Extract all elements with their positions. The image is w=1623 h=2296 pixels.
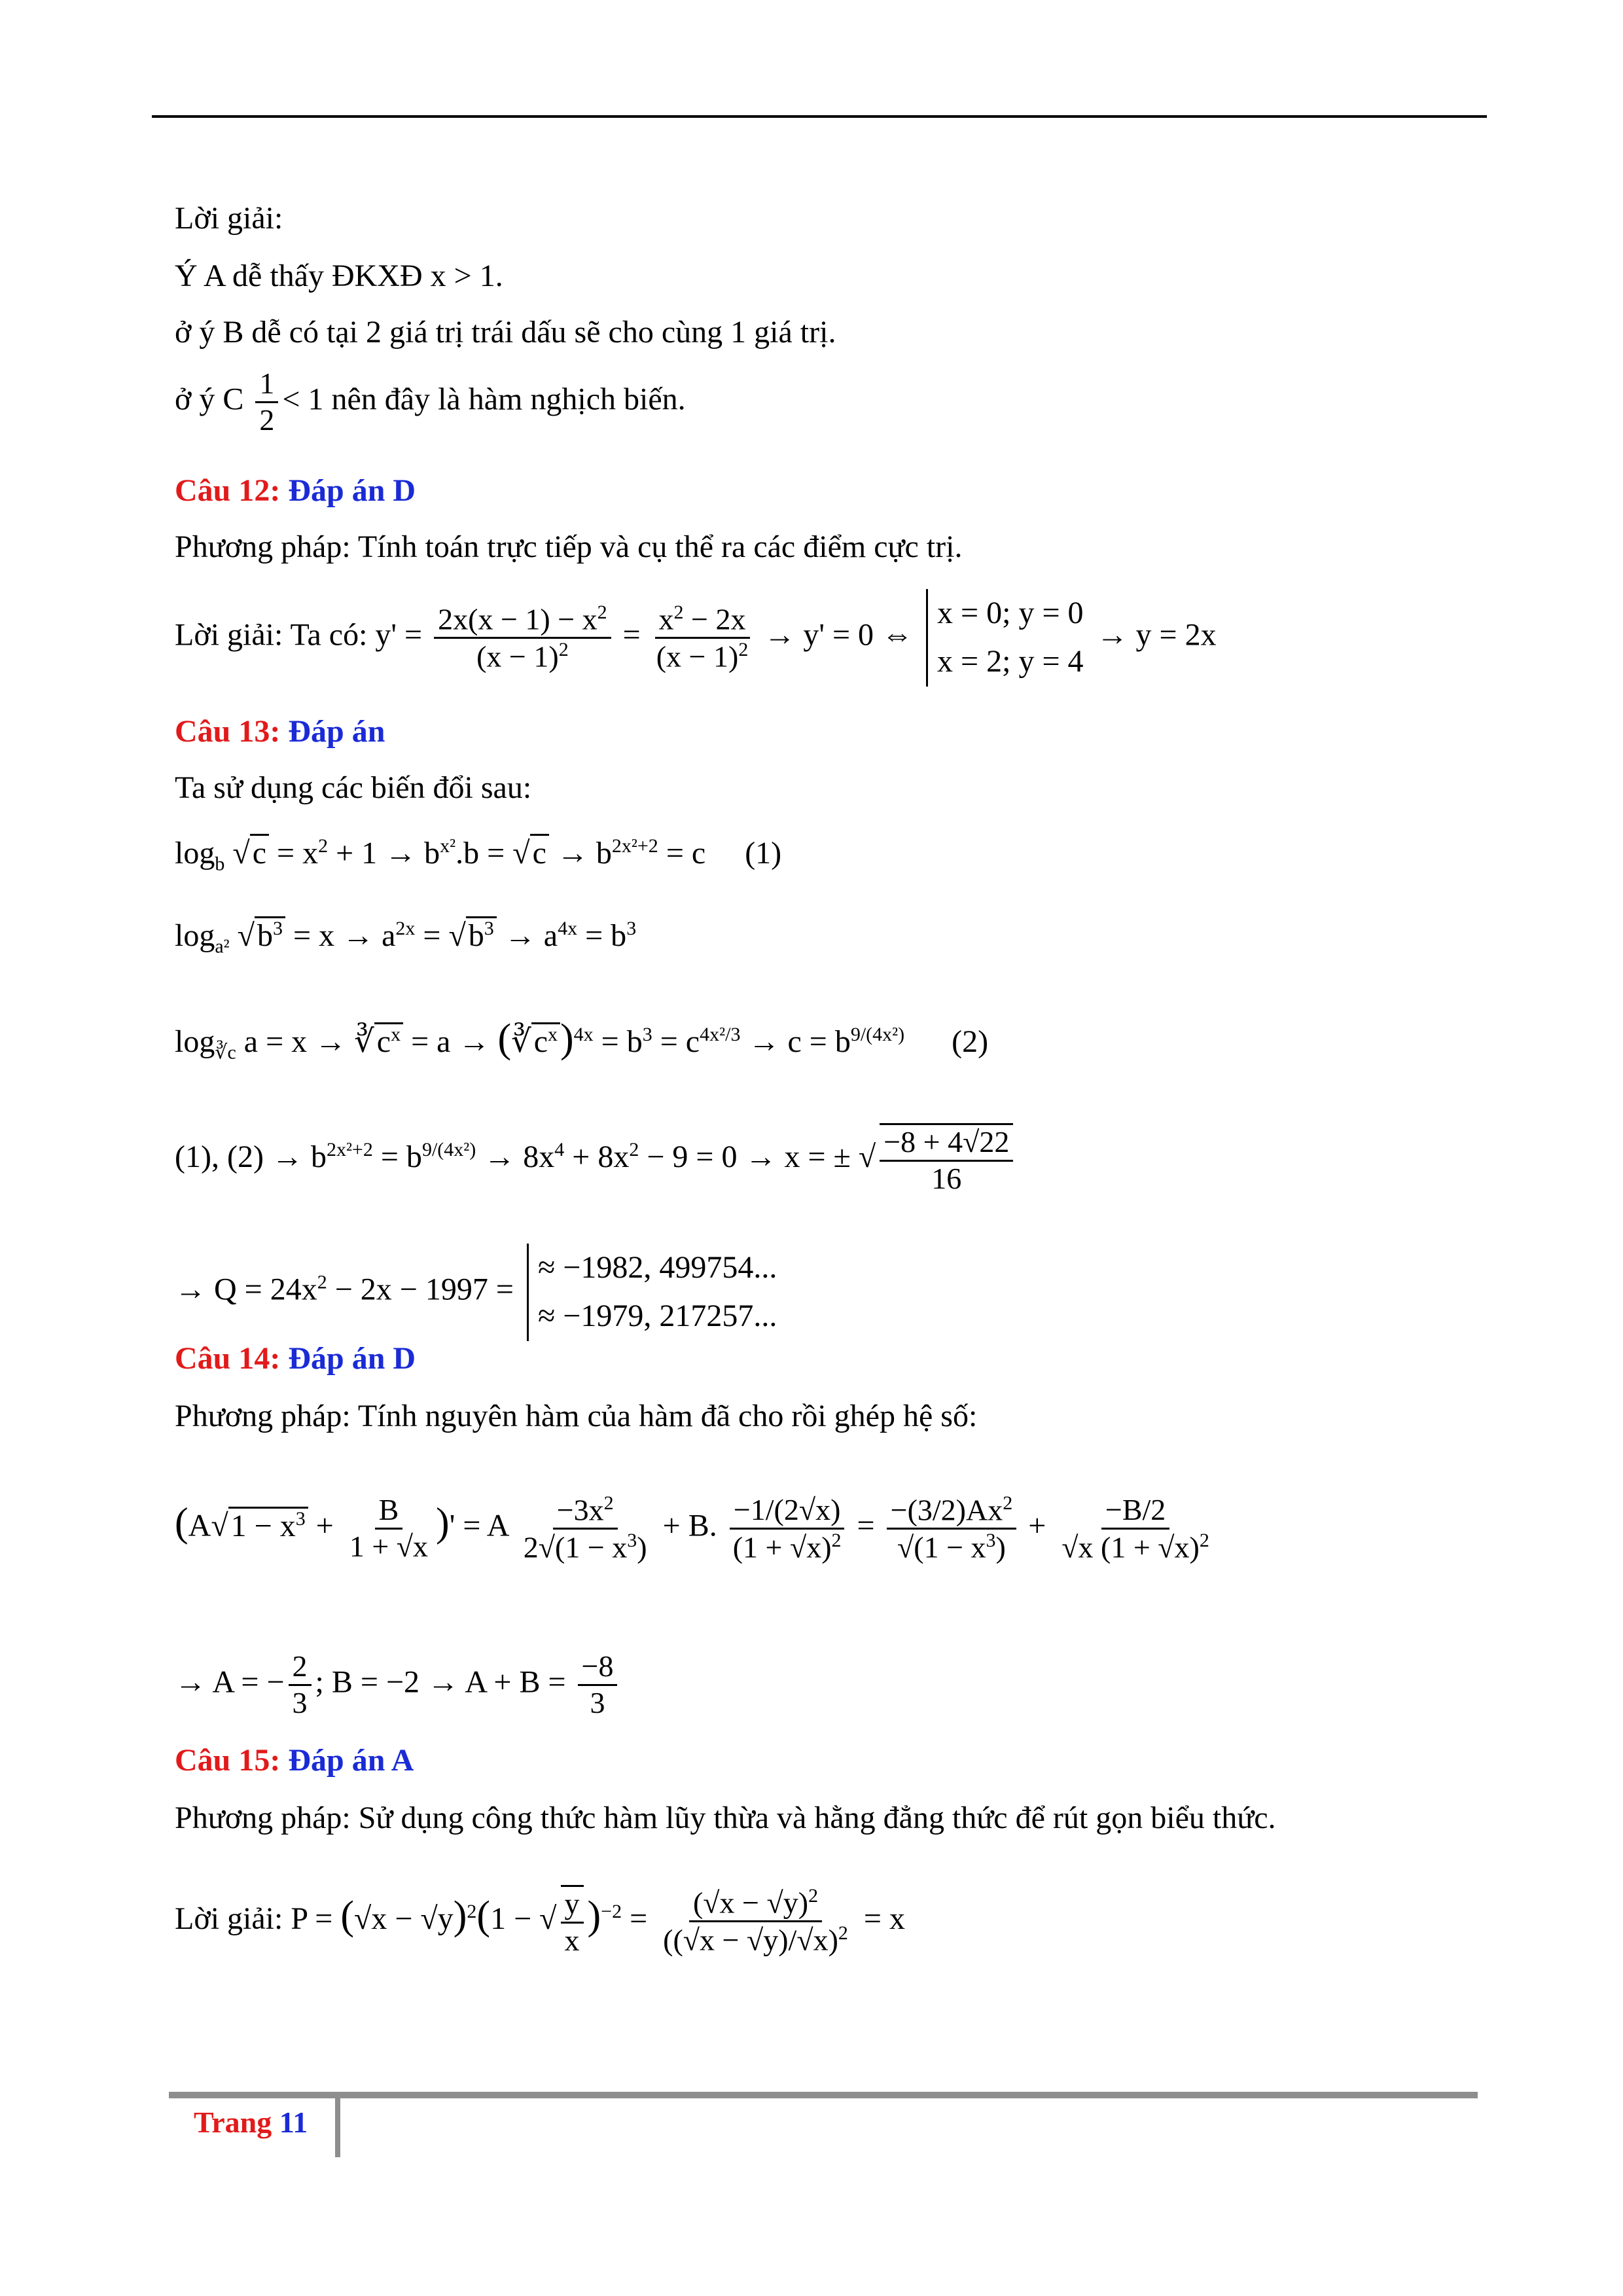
page-number <box>194 2105 308 2140</box>
solution-label: Lời giải: <box>175 201 283 236</box>
question-12-heading <box>175 475 416 507</box>
q14-frac-a: $\frac{2}{3}$ <box>289 1649 312 1721</box>
question-13-intro: Ta sử dụng các biến đổi sau: <box>175 770 532 805</box>
solution-line-c-pre: ở ý C <box>175 382 244 417</box>
q15-frac-yx: $\frac{y}{x}$ <box>561 1885 584 1958</box>
q14-frac-1: $\frac{B}{1 + √x}$ <box>349 1493 429 1564</box>
question-12-number: Câu 12: <box>175 473 281 508</box>
q13-q-value-1: ≈ −1982, 499754... <box>537 1250 777 1285</box>
question-12-solution-label: Lời giải: Ta có: <box>175 617 368 653</box>
q13-root-frac: $\frac{-8 + 4√22}{16}$ <box>880 1123 1013 1196</box>
q15-frac-main: $\frac{(√x - √y)^2}{((√x - √y)/√x)^2}$ <box>663 1885 848 1957</box>
q13-equation-4: (1), $(2) \to b^{2x^2+2} = b^{9/(4x^2)} \to 8x^4 + 8x^2 - 9 = 0 \to x$ = ± √ $\frac{-8 + 4√22}{16}$ <box>175 1123 1017 1196</box>
question-14-method: Phương pháp: Tính nguyên hàm của hàm đã cho rồi ghép hệ số: <box>175 1399 978 1433</box>
q14-frac-sum: $\frac{-8}{3}$ <box>578 1649 618 1721</box>
q12-frac-2: $\frac{x^2 - 2x}{(x - 1)^2}$ <box>652 601 753 674</box>
footer-separator <box>335 2092 340 2157</box>
question-13-number: Câu 13: <box>175 714 281 749</box>
q12-cases: x = 0; y = 0 x = 2; y = 4 <box>926 589 1083 687</box>
solution-line-c-post: nên đây là hàm nghịch biến. <box>331 382 686 417</box>
q13-q-value-2: ≈ −1979, 217257... <box>537 1299 777 1334</box>
question-15-answer: Đáp án A <box>288 1743 414 1778</box>
q14-frac-2: $\frac{-3x^2}{2√(1 - x^3)}$ <box>523 1492 647 1564</box>
q13-equation-2: $\log_{a^2} √b^3 = x \to a^{2x} = √b^3 \to a^{4x} = b^3$ <box>175 918 637 958</box>
q13-equation-3: $\log_{∛c} a = x$ → $∛c^x = a$ → $(∛c^x)^{4x} = b^3 = c^{4x^2/3} \to c = b^{9/(4x^2)}$ (2) <box>175 1016 989 1064</box>
page-label: Trang <box>194 2106 272 2139</box>
question-13-answer: Đáp án <box>288 714 385 749</box>
question-12-answer: Đáp án D <box>288 473 416 508</box>
question-12-solution: Lời giải: Ta có: y' = $\frac{2x(x - 1) - x^2}{(x - 1)^2}$ = $\frac{x^2 - 2x}{(x - 1)^2}$ → y' = 0 ⇔ x = 0; y = 0 x = 2; y = 4 → y = 2x <box>175 589 1217 687</box>
q13-equation-1: $\log_b √c = x^2 + 1 \to b^{x^2}.b = √c \to b^{2x^2+2} = c$ (1) <box>175 835 782 875</box>
fraction-one-half: $\frac{1}{2}$ <box>255 367 278 438</box>
question-15-solution-label: Lời giải: <box>175 1901 283 1936</box>
q12-frac-1: $\frac{2x(x - 1) - x^2}{(x - 1)^2}$ <box>434 601 611 674</box>
q14-frac-5: $\frac{-B/2}{√x (1 + √x)^2}$ <box>1061 1492 1209 1564</box>
q14-frac-3: $\frac{-1/(2√x)}{(1 + √x)^2}$ <box>729 1493 846 1565</box>
footer-rule <box>169 2092 1478 2098</box>
solution-line-c: ở ý C $\frac{1}{2}$ < 1 nên đây là hàm nghịch biến. <box>175 367 686 437</box>
question-13-heading <box>175 716 385 747</box>
q13-q-values <box>527 1244 777 1341</box>
q14-frac-4: $\frac{-(3/2)Ax^2}{√(1 - x^3)}$ <box>887 1492 1017 1565</box>
header-rule <box>152 115 1487 118</box>
solution-line-b: ở ý B dễ có tại 2 giá trị trái dấu sẽ cho cùng 1 giá trị. <box>175 315 836 350</box>
q14-equation-2: → A = − $\frac{2}{3}$ ; B = −2 → A + B = $\frac{-8}{3}$ <box>175 1649 621 1721</box>
question-15-heading <box>175 1745 414 1776</box>
solution-line-a: Ý A dễ thấy ĐKXĐ x > 1. <box>175 259 503 293</box>
question-14-number: Câu 14: <box>175 1341 281 1376</box>
q15-equation: Lời giải: $P = (√x - √y)^2(1$ − √ $\frac{y}{x}$ )$^{-2}$ = $\frac{(√x - √y)^2}{((√x - √y)/√x)^2}$ = x <box>175 1885 905 1957</box>
question-15-number: Câu 15: <box>175 1743 281 1778</box>
question-12-method: Phương pháp: Tính toán trực tiếp và cụ thể ra các điểm cực trị. <box>175 529 963 564</box>
question-14-answer: Đáp án D <box>288 1341 416 1376</box>
page-number-value: 11 <box>279 2106 308 2139</box>
question-14-heading <box>175 1343 416 1374</box>
q13-equation-5: → $Q = 24x^2 - 2x - 1997$ = ≈ −1982, 499754... ≈ −1979, 217257... <box>175 1244 782 1341</box>
question-15-method: Phương pháp: Sử dụng công thức hàm lũy thừa và hằng đẳng thức để rút gọn biểu thức. <box>175 1801 1276 1835</box>
q14-equation-1: ($A√1 - x^3$ + $\frac{B}{1 + √x}$ )' = A $\frac{-3x^2}{2√(1 - x^3)}$ + B. $\frac{-1/(2√x)}{(1 + √x)^2}$ = $\frac{-(3/2)Ax^2}{√(1 - x^3)}$ + $\frac{-B/2}{√x (1 + √x)^2}$ <box>175 1492 1217 1565</box>
